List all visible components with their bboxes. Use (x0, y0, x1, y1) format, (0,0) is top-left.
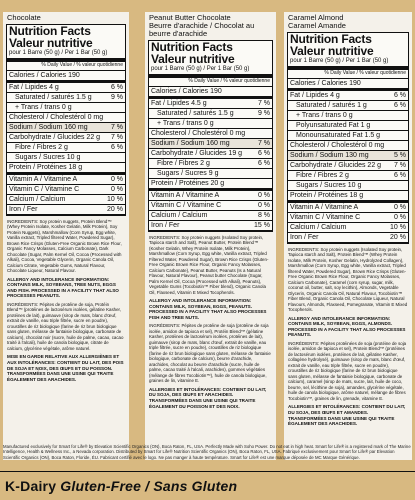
nutrient-row (288, 101, 408, 111)
nutrient-label: Sugars / Sucres 10 g (296, 181, 362, 189)
nutrient-row (149, 159, 272, 169)
nutrient-row (7, 153, 125, 163)
nutrient-row (288, 151, 408, 161)
nutrient-label: Fibre / Fibres 2 g (296, 171, 349, 179)
nutrient-daily-value: 20 % (390, 233, 406, 241)
nutrient-label: + Trans / trans 0 g (15, 103, 72, 111)
nutrient-row (288, 213, 408, 223)
gluten-free-claim (5, 478, 237, 494)
nutrient-row (288, 111, 408, 121)
nutrient-daily-value: 0 % (257, 201, 270, 209)
nutrient-daily-value: 15 % (254, 221, 270, 229)
flavor-name: Caramel Almond Caramel Amande (288, 13, 346, 30)
nutrient-row (7, 83, 125, 93)
nutrient-daily-value: 0 % (393, 213, 406, 221)
nutrient-daily-value: 20 % (107, 205, 123, 213)
nutrient-label: Vitamin A / Vitamine A (151, 191, 220, 199)
nutrient-label: Vitamin C / Vitamine C (290, 213, 361, 221)
nutrient-row (7, 143, 125, 153)
nutrient-row (288, 181, 408, 191)
nutrient-daily-value: 9 % (110, 93, 123, 101)
serving-size: pour 1 Barre (50 g) / Per 1 Bar (50 g) (149, 65, 272, 78)
allergy-en: ALLERGY AND INTOLERANCE INFORMATION: CONTAINS MILK, SOYBEAN, EGGS, ALMONDS. PROCESSED IN A FACILITY THAT ALSO PROCESSES PEANUTS. (288, 315, 406, 338)
nutrient-rows (7, 71, 125, 215)
nutrient-daily-value: 9 % (257, 109, 270, 117)
nutrient-label: Fibre / Fibres 2 g (15, 143, 68, 151)
panel-peanut-butter (145, 12, 276, 460)
nutrient-label: Saturated / saturés 1.5 g (157, 109, 234, 117)
flavor-name: Peanut Butter Chocolate Beurre d'arachide / Chocolat au beurre d'arachide (149, 13, 255, 38)
nutrient-daily-value: 6 % (110, 143, 123, 151)
nutrient-label: Sodium / Sodium 160 mg (9, 123, 88, 131)
nutrient-daily-value: 6 % (257, 159, 270, 167)
nutrient-label: Protein / Protéines 18 g (9, 163, 83, 171)
nutrient-label: Fibre / Fibres 2 g (157, 159, 210, 167)
nutrient-daily-value: 7 % (110, 133, 123, 141)
nf-title-fr: Valeur nutritive (290, 44, 374, 58)
nutrient-daily-value: 6 % (393, 171, 406, 179)
nutrient-label: Calories / Calories 190 (290, 79, 361, 87)
nutrition-facts-table (287, 32, 409, 244)
nutrient-label: Protein / Protéines 18 g (290, 191, 364, 199)
divider (0, 471, 415, 472)
nutrient-row (149, 109, 272, 119)
nutrient-label: Sodium / Sodium 160 mg (151, 139, 230, 147)
nutrient-label: Protein / Protéines 20 g (151, 179, 225, 187)
nutrient-daily-value: 10 % (390, 223, 406, 231)
nutrient-row (7, 133, 125, 143)
nutrient-daily-value: 0 % (110, 185, 123, 193)
nutrient-daily-value: 0 % (393, 203, 406, 211)
nutrient-row (288, 131, 408, 141)
nutrient-row (288, 191, 408, 203)
daily-value-header: % Daily Value / % valeur quotidienne (288, 70, 408, 79)
nutrient-label: Fat / Lipides 4 g (9, 83, 59, 91)
nutrient-daily-value: 7 % (393, 161, 406, 169)
nutrient-row (149, 119, 272, 129)
nutrient-label: Calcium / Calcium (290, 223, 347, 231)
nutrient-label: Vitamin C / Vitamine C (9, 185, 80, 193)
nutrient-row (288, 171, 408, 181)
nf-title: Nutrition Facts (290, 32, 372, 46)
nutrient-row (7, 185, 125, 195)
nutrient-row (149, 179, 272, 191)
nutrient-daily-value: 7 % (110, 123, 123, 131)
nutrient-row (288, 233, 408, 243)
nutrient-daily-value: 10 % (107, 195, 123, 203)
nutrition-facts-table (148, 40, 273, 232)
nutrient-label: Polyunsaturated Fat 1 g (296, 121, 371, 129)
ingredients-fr: INGRÉDIENTS: Pépites de protéine de soja, Protéin Blend™ (protéines de lactosérum isolées, gélatine Kasher, protéines de lait), guimauve (sirop de maïs, blanc d'œuf, extrait de vanille, eau triple filtrée, sucre en poudre), croustilles de riz biologique (farine de riz brun biologique sans gluten, mélasse de fantaisie biologique, carbonate de calcium), chocolat noir (sucre, huile de palme, cacao, cacao traité à l'alcali), huile de canola biologique, citrate de calcium, glycérine végétale, arôme naturel. (7, 301, 124, 351)
ingredients-fr: INGRÉDIENTS: Pépites de protéine de soja (protéine de soja isolée, amidon de tapioca et sel), Protéin Blend™ (gélatine Kasher, protéines de lactosérum isolées, protéines de lait), guimauve (sirop de maïs, blanc d'œuf, extrait de vanille, eau triple filtrée, sucre en poudre), croustilles de riz biologique (farine de riz brun biologique sans gluten, mélasse de fantaisie biologique, carbonate de calcium), beurre d'arachide, arachides, chocolat au beurre d'arachide (sucre, huile de palme, cacao traité à l'alcali, arachides), gommes végétales (mélange de fibres Tocobiotin™), huile de canola biologique, graines de lin, vitamine E. (149, 323, 271, 384)
nutrient-label: Monounsaturated Fat 1.5 g (296, 131, 381, 139)
nutrient-label: Cholesterol / Cholestérol 0 mg (290, 141, 385, 149)
nutrient-label: Vitamin A / Vitamine A (9, 175, 78, 183)
nutrient-row (149, 221, 272, 231)
nutrient-rows (288, 79, 408, 243)
nutrient-daily-value: 5 % (393, 151, 406, 159)
nutrient-row (7, 71, 125, 83)
nutrient-row (7, 195, 125, 205)
nutrient-daily-value: 8 % (257, 211, 270, 219)
nutrient-row (149, 87, 272, 99)
nutrient-row (288, 91, 408, 101)
nutrient-label: Fat / Lipides 4 g (290, 91, 340, 99)
allergy-en: ALLERGY AND INTOLERANCE INFORMATION: CONTAINS MILK, SOYBEANS, TREE NUTS, EGGS AND FISH. PROCESSED IN A FACILITY THAT ALSO PROCESSES PEANUTS. (7, 276, 119, 299)
nutrient-label: Iron / Fer (290, 233, 319, 241)
nutrient-label: Carbohydrate / Glucides 19 g (151, 149, 243, 157)
nutrient-label: Calories / Calories 190 (151, 87, 222, 95)
panel-caramel-almond (284, 12, 412, 460)
serving-size: pour 1 Barre (50 g) / Per 1 Bar (50 g) (288, 57, 408, 70)
ingredients-en: INGREDIENTS: Soy protein nuggets (Isolated Soy protein, Tapioca starch and Salt), Protein Blend™ (Whey Protein Isolate, Milk Protein, Kosher Gelatin, Hydrolyzed Collagen), Marshmallow (Corn Syrup, Egg white, Vanilla extract, Tripled filtered Water, Powdered Sugar), Brown Rice Crisps (Gluten-Free Organic Brown Rice Flour, Organic Fancy Molasses, Calcium Carbonate), Caramel (corn syrup, sugar, milk, coconut oil, butter, salt, soy lecithin), Almonds, Vegetable Glycerin, Organic Canola Oil, Natural Flavour, Tocobiotin™ Fiber Blend, Organic Canola Oil, Chocolate Liqueur, Natural Flavours, Almonds, Flaxseed, Pomegranate, Vitamin E Mixed Tocopherols. (288, 246, 408, 312)
nutrient-row (149, 149, 272, 159)
allergy-fr: MISE EN GARDE RELATIVE AUX ALLERGIÈNES ET AUX INTOLÉRANCES: CONTIENT DU LAIT, DES POIS DE SOJA ET NOIX, DES ŒUFS ET DU POISSON. TRANSFORMÉES DANS UNE USINE QUI TRAITE ÉGALEMENT DES ARACHIDES. (7, 354, 124, 382)
nutrition-facts-table (6, 24, 126, 216)
nutrient-daily-value: 6 % (110, 83, 123, 91)
nutrient-daily-value: 7 % (257, 99, 270, 107)
nutrient-label: Iron / Fer (9, 205, 38, 213)
nutrient-label: Carbohydrate / Glucides 22 g (9, 133, 101, 141)
nutrient-row (149, 139, 272, 149)
nutrient-daily-value: 0 % (110, 175, 123, 183)
flavor-name: Chocolate (7, 13, 41, 22)
nutrient-label: Saturated / saturés 1 g (296, 101, 367, 109)
allergy-fr: ALLERGIES ET INTOLÉRANCES: CONTIENT DU LAIT, DU SOJA, DES ŒUFS ET ARACHIDES. TRANSFORMÉES DANS UNE USINE QUI TRAITE ÉGALEMENT DU POISSON ET DES NOIX. (149, 386, 267, 409)
nutrient-row (149, 191, 272, 201)
ingredients-fr: INGRÉDIENTS: Pépites protéinées de soja (protéine de soja isolée, amidon de tapioca et sel), Protein Blend™ (protéines de lactosérum isolées, protéines de lait, gélatine Kasher, collagène hydrolysé), guimauve (sirop de maïs, blanc d'œuf, extrait de vanille, eau triple filtrée, sucre en poudre), croustilles de riz biologique (farine de riz brun biologique sans gluten, mélasse de fantaisie biologique, carbonate de calcium), caramel (sirop de maïs, sucre, lait, huile de coco, beurre, sel, lécithine de soja), amandes, glycérine végétale, huile de canola biologique, arôme naturel, mélange de fibres Tocobiotin™, graines de lin, grenade, vitamine E. (288, 340, 407, 401)
nutrient-row (288, 121, 408, 131)
daily-value-header: % Daily Value / % valeur quotidienne (7, 62, 125, 71)
nutrient-row (149, 201, 272, 211)
nutrient-label: Iron / Fer (151, 221, 180, 229)
manufacturer-footer: Manufactured exclusively for Smart for Life® by Elevation Scientific Organics (ON), Boca Raton, FL, USA. Perfectly Made with Soho Power. Do not eat in high heat. Smart for Life® is a registered mark of The Marine Intelligence, Health & Wellness Inc., a Nevada corporation. Distributed by Smart for Life® Nutrition Scientific Organics (ON), Boca Raton, FL, USA. Fabriqué exclusivement pour Smart for Life® par Elevation Scientific Organics (ON), Boca Raton, Floride, ÉU. Fabricant certifié avec le logo. Ne pas manger à haute température. Smart for Life® est une marque déposée de MC Marque Générique. (3, 443, 411, 460)
nf-title-fr: Valeur nutritive (151, 52, 235, 66)
allergy-fr: ALLERGIES ET INTOLÉRANCES: CONTIENT DU LAIT, DU SOJA, DES ŒUFS ET AMANDES. TRANSFORMÉES DANS UNE USINE QUI TRAITE ÉGALEMENT DES ARACHIDES. (288, 404, 406, 427)
nutrient-label: Saturated / saturés 1.5 g (15, 93, 92, 101)
gluten-free-text: Gluten-Free / Sans Gluten (60, 478, 238, 494)
daily-value-header: % Daily Value / % valeur quotidienne (149, 78, 272, 87)
nutrient-label: Vitamin C / Vitamine C (151, 201, 222, 209)
nutrient-label: Calories / Calories 190 (9, 71, 80, 79)
nutrient-row (149, 129, 272, 139)
nf-title-fr: Valeur nutritive (9, 36, 93, 50)
panel-chocolate (3, 12, 129, 460)
serving-size: pour 1 Barre (50 g) / Per 1 Bar (50 g) (7, 49, 125, 62)
nutrient-row (7, 93, 125, 103)
nutrient-row (149, 99, 272, 109)
nutrient-label: + Trans / trans 0 g (157, 119, 214, 127)
nutrient-label: Sodium / Sodium 130 mg (290, 151, 369, 159)
nutrient-label: + Trans / trans 0 g (296, 111, 353, 119)
nutrient-row (149, 211, 272, 221)
nutrient-row (7, 113, 125, 123)
nutrient-row (149, 169, 272, 179)
nutrient-row (288, 223, 408, 233)
nutrient-row (288, 141, 408, 151)
nutrient-row (7, 175, 125, 185)
nutrient-daily-value: 6 % (257, 149, 270, 157)
nutrient-label: Sugars / Sucres 10 g (15, 153, 81, 161)
ingredients-en: INGREDIENTS: Soy protein nuggets, Protein Blend™ (Whey Protein Isolate, Kosher Gelatin, Milk Protein), Soy Protein Nuggets), Marshmallow (Corn Syrup, Egg white, Vanilla extract, Tripled filtered Water, Powdered Sugar), Brown Rice Crisps (Gluten-Free Organic Brown Rice Flour, Organic Fancy Molasses, Calcium Carbonate), Dark Chocolate (Sugar, Palm Kernel Oil, Cocoa (Processed with Alkali), Cocoa, Vegetable Glycerin, Organic Canola Oil, Calcium Citrate, Vegetable Gums, Natural Flavour, Chocolate Liqueur, Natural Flavour. (7, 218, 122, 273)
nutrient-label: Carbohydrate / Glucides 22 g (290, 161, 382, 169)
nf-title: Nutrition Facts (151, 40, 233, 54)
nutrient-row (288, 161, 408, 171)
nutrient-label: Calcium / Calcium (9, 195, 66, 203)
nutrient-daily-value: 6 % (393, 91, 406, 99)
nf-title: Nutrition Facts (9, 24, 91, 38)
nutrient-daily-value: 7 % (257, 139, 270, 147)
nutrient-daily-value: 0 % (257, 191, 270, 199)
nutrient-row (288, 203, 408, 213)
nutrient-row (7, 123, 125, 133)
nutrient-label: Cholesterol / Cholestérol 0 mg (9, 113, 104, 121)
nutrient-daily-value: 6 % (393, 101, 406, 109)
allergy-en: ALLERGY AND INTOLERANCE INFORMATION: CONTAINS MILK, SOYBEAN, EGGS, PEANUTS. PROCESSED IN A FACILITY THAT ALSO PROCESSES FISH AND TREE NUTS. (149, 298, 267, 320)
nutrient-label: Sugars / Sucres 9 g (157, 169, 219, 177)
kosher-dairy-mark: K-Dairy (5, 478, 57, 494)
nutrient-label: Fat / Lipides 4.5 g (151, 99, 207, 107)
nutrient-label: Calcium / Calcium (151, 211, 208, 219)
nutrient-label: Vitamin A / Vitamine A (290, 203, 359, 211)
nutrient-row (288, 79, 408, 91)
nutrient-row (7, 103, 125, 113)
nutrient-rows (149, 87, 272, 231)
nutrient-label: Cholesterol / Cholestérol 0 mg (151, 129, 246, 137)
nutrient-row (7, 163, 125, 175)
nutrient-row (7, 205, 125, 215)
ingredients-en: INGREDIENTS: Soy protein nuggets (Isolated Soy protein, Tapioca starch and Salt), Peanut Butter, Protein Blend™ (Kosher Gelatin, Whey Protein Isolate, Milk Protein), Marshmallow (Corn Syrup, Egg white, Vanilla extract, Tripled Filtered Water, Powdered Sugar), Brown Rice Crisps (Gluten-Free Organic Brown Rice Flour, Organic Fancy Molasses, Calcium Carbonate), Peanut Butter, Peanuts (Is a Natural Flavour, Natural Flavour), Peanut butter Chocolate (Sugar, Palm Kernel Oil, Cocoa (Processed with Alkali), Peanuts), Vegetable Gums (Tocobiotin™ Fiber blend), Organic Canola Oil, Flaxseed, Vitamin E Mixed Tocopherols. (149, 234, 269, 295)
